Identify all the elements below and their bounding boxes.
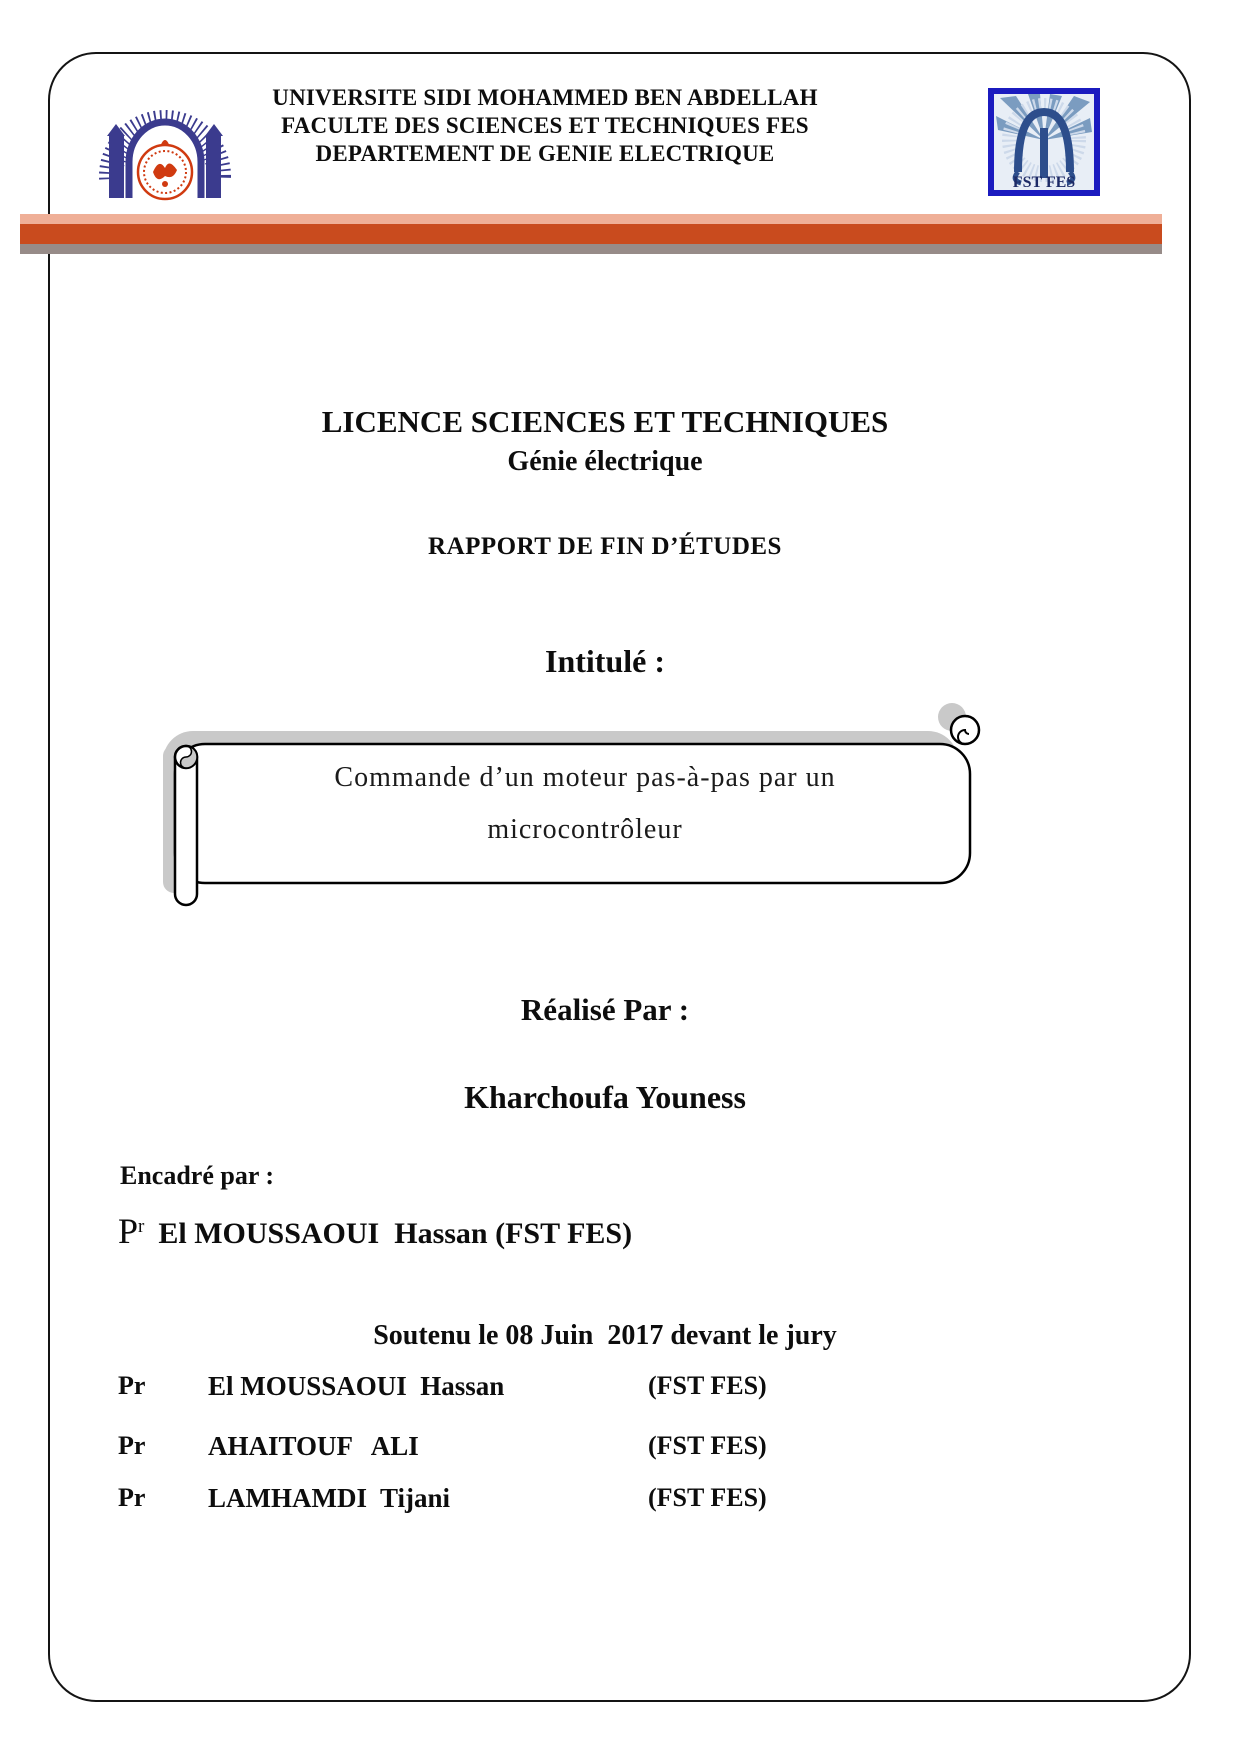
decorative-divider-bar bbox=[20, 214, 1162, 254]
jury-row bbox=[0, 1483, 1241, 1523]
author-name: Kharchoufa Youness bbox=[464, 1079, 746, 1115]
fst-logo-text: FST FES bbox=[1012, 174, 1076, 191]
project-title-line2: microcontrôleur bbox=[487, 814, 683, 845]
jury-member-name: LAMHAMDI Tijani bbox=[208, 1483, 451, 1513]
specialty-title: Génie électrique bbox=[507, 446, 703, 477]
emblem-left-pillar bbox=[109, 136, 124, 198]
encadre-par-label: Encadré par : bbox=[120, 1161, 275, 1190]
scroll-left-roll bbox=[175, 746, 197, 905]
usmba-university-emblem-logo bbox=[95, 76, 235, 203]
header-university-line: UNIVERSITE SIDI MOHAMMED BEN ABDELLAH bbox=[272, 85, 818, 110]
jury-member-affiliation: (FST FES) bbox=[648, 1431, 767, 1460]
jury-member-affiliation: (FST FES) bbox=[648, 1483, 767, 1512]
report-type-title: RAPPORT DE FIN D’ÉTUDES bbox=[428, 533, 782, 560]
emblem-right-pillar bbox=[206, 136, 221, 198]
jury-member-title: Pr bbox=[118, 1431, 146, 1460]
university-header bbox=[240, 84, 850, 168]
supervisor-name: El MOUSSAOUI Hassan (FST FES) bbox=[158, 1217, 633, 1250]
jury-member-name: El MOUSSAOUI Hassan bbox=[208, 1371, 505, 1401]
jury-member-affiliation: (FST FES) bbox=[648, 1371, 767, 1400]
jury-row bbox=[0, 1431, 1241, 1471]
jury-row bbox=[0, 1371, 1241, 1411]
jury-member-title: Pr bbox=[118, 1483, 146, 1512]
jury-heading: Soutenu le 08 Juin 2017 devant le jury bbox=[373, 1320, 837, 1351]
project-title-line1: Commande d’un moteur pas-à-pas par un bbox=[334, 762, 836, 793]
intitule-label: Intitulé : bbox=[545, 643, 665, 679]
jury-member-title: Pr bbox=[118, 1371, 146, 1400]
divider-stripe-gray bbox=[20, 244, 1162, 254]
divider-stripe-orange bbox=[20, 224, 1162, 244]
supervisor-title-prefix: P bbox=[118, 1211, 139, 1251]
emblem-dot bbox=[162, 181, 168, 187]
jury-member-name: AHAITOUF ALI bbox=[208, 1431, 419, 1461]
degree-title: LICENCE SCIENCES ET TECHNIQUES bbox=[321, 404, 889, 439]
divider-stripe-salmon bbox=[20, 214, 1162, 224]
supervisor-title-sup: r bbox=[138, 1216, 145, 1237]
header-department-line: DEPARTEMENT DE GENIE ELECTRIQUE bbox=[315, 141, 775, 166]
title-scroll-banner bbox=[148, 698, 983, 918]
realise-par-label: Réalisé Par : bbox=[520, 992, 690, 1027]
supervisor-line bbox=[118, 1210, 632, 1252]
fst-fes-logo bbox=[988, 88, 1100, 196]
header-faculty-line: FACULTE DES SCIENCES ET TECHNIQUES FES bbox=[281, 113, 809, 138]
